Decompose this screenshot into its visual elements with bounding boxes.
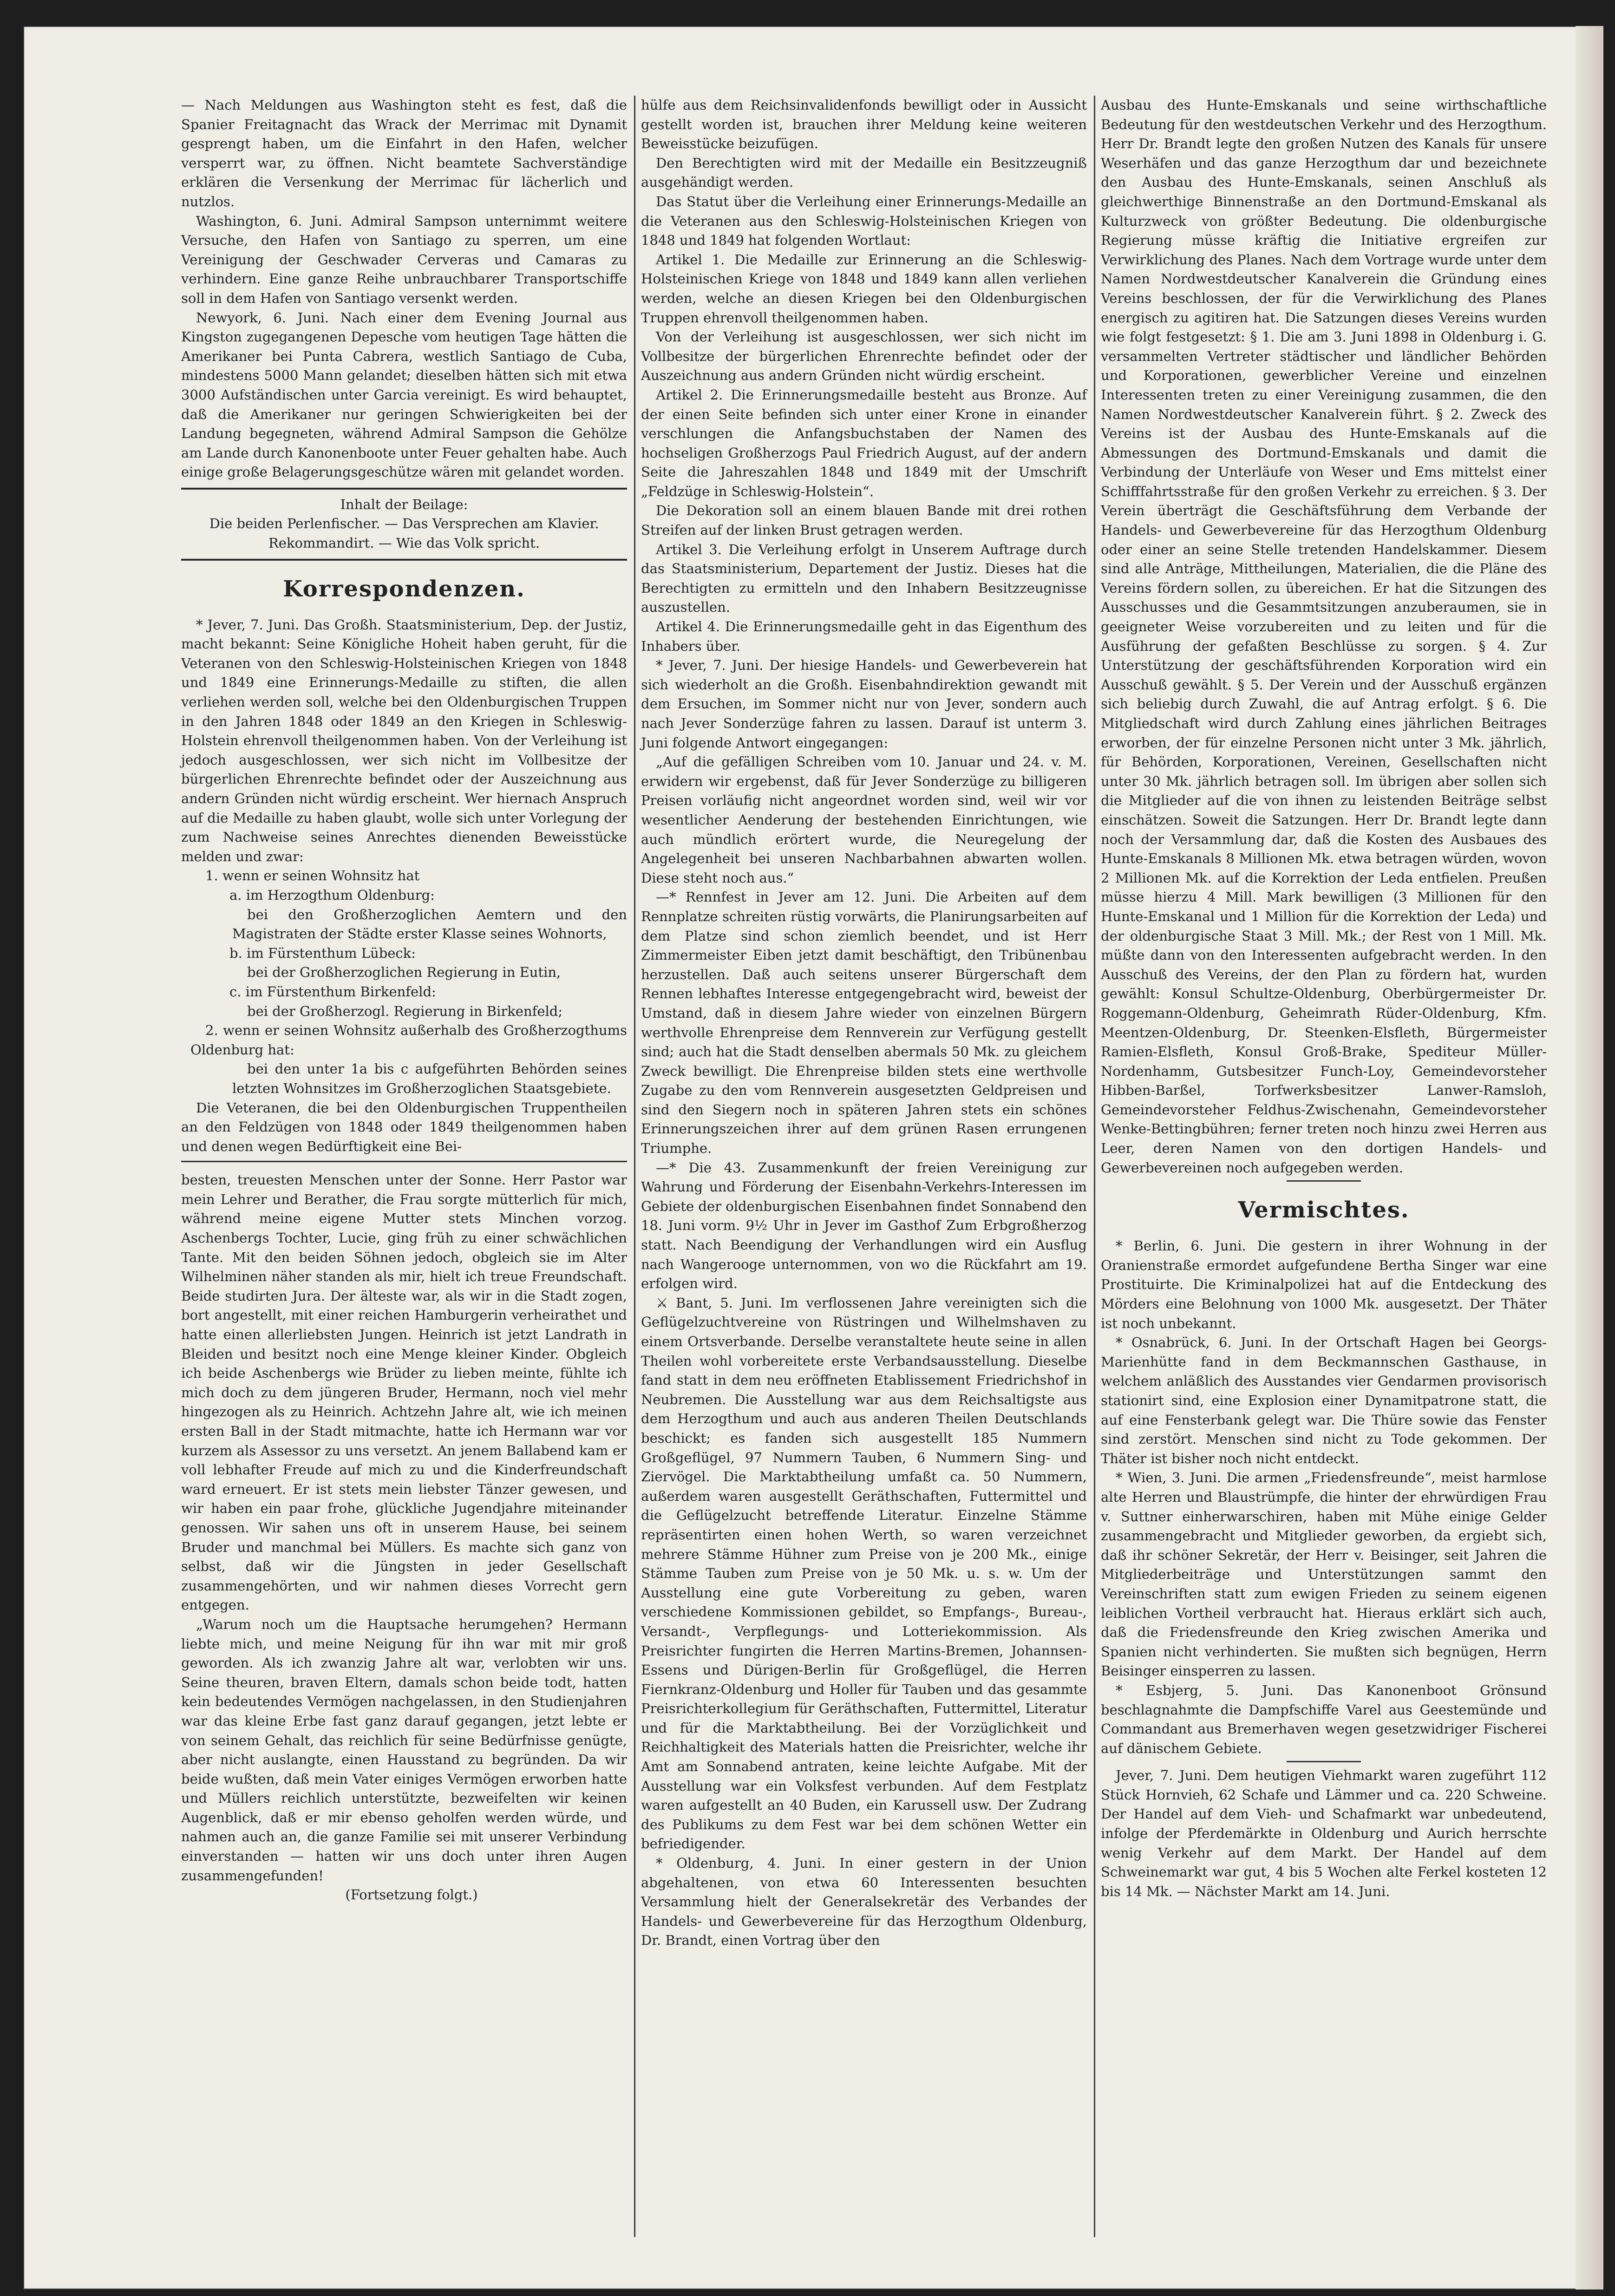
article-paragraph: Die Dekoration soll an einem blauen Bande mit drei rothen Streifen auf der linken Brust getragen werden. [641,503,1087,538]
article-paragraph: hülfe aus dem Reichsinvalidenfonds bewilligt oder in Aussicht gestellt worden ist, brauchen ihrer Meldung keine weiteren Beweisstücke beizufügen. [641,97,1087,152]
short-rule [1287,1180,1361,1182]
novel-paragraph: besten, treuesten Menschen unter der Sonne. Herr Pastor war mein Lehrer und Berather, die Frau sorgte mütterlich für mich, während meine eigene Mutter stets Minchen vorzog. Aschenbergs Tochter, Lucie, ging früh zu einer schwächlichen Tante. Mit den beiden Söhnen jedoch, obgleich sie im Alter Wilhelminen näher standen als mir, hielt ich treue Freundschaft. Beide studirten Jura. Der älteste war, als wir in die Stadt zogen, bort angestellt, mit einer reichen Hamburgerin verheirathet und hatte einen allerliebsten Jungen. Heinrich ist jetzt Landrath in Bleiden und besitzt noch eine Menge kleiner Kinder. Obgleich ich beide Aschenbergs wie Brüder zu lieben meinte, fühlte ich mich doch zu dem jüngeren Bruder, Hermann, noch viel mehr hingezogen als zu Heinrich. Achtzehn Jahre alt, wie ich meinen ersten Ball in der Stadt mitmachte, hatte ich Hermann war vor kurzem als Assessor zu uns versetzt. An jenem Ballabend kam er voll lebhafter Freude auf mich zu und die Kinderfreundschaft ward erneuert. Er ist stets mein liebster Tänzer gewesen, und wir haben ein paar frohe, glückliche Jugendjahre miteinander genossen. Wir sahen uns oft in unserem Hause, bei seinem Bruder und manchmal bei Müllers. Es machte sich ganz von selbst, daß wir die Jüngsten in jeder Gesellschaft zusammengehörten, und wir nahmen dieses Vorrecht gern entgegen. [181,1172,627,1613]
article-paragraph: ⚔ Bant, 5. Juni. Im verflossenen Jahre vereinigten sich die Geflügelzuchtvereine von Rüstringen und Wilhelmshaven zu einem Ortsverbande. Derselbe veranstaltete heute seine in allen Theilen wohl vorbereitete erste Verbandsausstellung. Dieselbe fand statt in dem neu eröffneten Etablissement Friedrichshof in Neubremen. Die Ausstellung war aus dem Reichsaltigste aus dem Herzogthum und auch aus anderen Theilen Deutschlands beschickt; es fanden sich ausgestellt 185 Nummern Großgeflügel, 97 Nummern Tauben, 6 Nummern Sing- und Ziervögel. Die Marktabtheilung umfaßt ca. 50 Nummern, außerdem waren ausgestellt Geräthschaften, Futtermittel und die Geflügelzucht betreffende Literatur. Einzelne Stämme repräsentirten einen hohen Werth, so waren verzeichnet mehrere Stämme Hühner zum Preise von je 200 Mk., einige Stämme Tauben zum Preise von je 50 Mk. u. s. w. Um der Ausstellung eine gute Vorbereitung zu geben, waren verschiedene Kommissionen gebildet, so Empfangs-, Bureau-, Versandt-, Verpflegungs- und Lotteriekommission. Als Preisrichter fungirten die Herren Martins-Bremen, Johannsen-Essens und Dürigen-Berlin für Großgeflügel, die Herren Fiernkranz-Oldenburg und Holler für Tauben und das gesammte Preisrichterkollegium für Geräthschaften, Futtermittel, Literatur und für die Marktabtheilung. Bei der Vorzüglichkeit und Reichhaltigkeit des Materials hatten die Preisrichter, welche ihr Amt am Sonnabend antraten, keine leichte Aufgabe. Mit der Ausstellung war ein Volksfest verbunden. Auf dem Festplatz waren aufgestellt an 40 Buden, ein Karussell usw. Der Zudrang des Publikums zu dem Fest war bei dem schönen Wetter ein befriedigender. [641,1295,1087,1852]
column-2 [641,96,1087,1950]
article-paragraph: Artikel 4. Die Erinnerungsmedaille geht in das Eigenthum des Inhabers über. [641,619,1087,654]
list-item: bei den Großherzoglichen Aemtern und den Magistraten der Städte erster Klasse seines Wohnorts, [232,906,627,942]
list-item: 1. wenn er seinen Wohnsitz hat [205,868,420,884]
list-item: bei der Großherzoglichen Regierung in Eutin, [247,964,561,981]
separator-rule [181,488,627,490]
article-paragraph: Artikel 1. Die Medaille zur Erinnerung an die Schleswig-Holsteinischen Kriege von 1848 und 1849 kann allen verliehen werden, welche an diesen Kriegen bei den Oldenburgischen Truppen ehrenvoll theilgenommen haben. [641,251,1087,326]
market-report: Jever, 7. Juni. Dem heutigen Viehmarkt waren zugeführt 112 Stück Hornvieh, 62 Schafe und Lämmer und ca. 220 Schweine. Der Handel auf dem Vieh- und Schafmarkt war unbedeutend, infolge der Pferdemärkte in Oldenburg und Aurich herrschte wenig Verkehr auf dem Markt. Der Handel auf dem Schweinemarkt war gut, 4 bis 5 Wochen alte Ferkel kosteten 12 bis 14 Mk. — Nächster Markt am 14. Juni. [1101,1767,1547,1899]
list-item: a. im Herzogthum Oldenburg: [229,887,435,903]
supplement-title: Inhalt der Beilage: [340,496,468,512]
article-paragraph: —* Die 43. Zusammenkunft der freien Vereinigung zur Wahrung und Förderung der Eisenbahn-Verkehrs-Interessen im Gebiete der oldenburgischen Eisenbahnen findet Sonnabend den 18. Juni vorm. 9½ Uhr in Jever im Gasthof Zum Erbgroßherzog statt. Nach Beendigung der Verhandlungen wird ein Ausflug nach Wangerooge unternommen, von wo die Rückfahrt am 19. erfolgen wird. [641,1159,1087,1292]
article-paragraph: * Jever, 7. Juni. Das Großh. Staatsministerium, Dep. der Justiz, macht bekannt: Seine Königliche Hoheit haben geruht, für die Veteranen von den Schleswig-Holsteinischen Kriegen von 1848 und 1849 eine Erinnerungs-Medaille zu stiften, die allen verliehen werden soll, welche bei den Oldenburgischen Truppen in den Jahren 1848 oder 1849 an den Kriegen in Schleswig-Holstein ehrenvoll theilgenommen haben. Von der Verleihung ist jedoch ausgeschlossen, wer sich nicht im Vollbesitze der bürgerlichen Ehrenrechte befindet oder der Auszeichnung aus andern Gründen nicht würdig erscheint. Wer hiernach Anspruch auf die Medaille zu haben glaubt, wolle sich unter Vorlegung der zum Nachweise seines Anrechtes dienenden Beweisstücke melden und zwar: [181,616,627,864]
article-paragraph: * Berlin, 6. Juni. Die gestern in ihrer Wohnung in der Oranienstraße ermordet aufgefundene Bertha Singer war eine Prostituirte. Die Kriminalpolizei hat auf die Entdeckung des Mörders eine Belohnung von 1000 Mk. ausgesetzt. Der Thäter ist noch unbekannt. [1101,1238,1547,1331]
feuilleton-rule [181,1161,627,1162]
list-item: c. im Fürstenthum Birkenfeld: [229,983,436,1000]
article-paragraph: Ausbau des Hunte-Emskanals und seine wirthschaftliche Bedeutung für den westdeutschen Verkehr und des Herzogthum. Herr Dr. Brandt legte den großen Nutzen des Kanals für unsere Weserhäfen und das ganze Herzogthum dar und bezeichnete den Ausbau des Hunte-Emskanals, seinen Anschluß als gleichwerthige Binnenstraße an den Dortmund-Emskanal als Kulturzweck von größter Bedeutung. Die oldenburgische Regierung müsse kräftig die Initiative ergreifen zur Verwirklichung des Planes. Nach dem Vortrage wurde unter dem Namen Nordwestdeutscher Kanalverein die Gründung eines Vereins beschlossen, der für die Verwirklichung des Planes energisch zu agitiren hat. Die Satzungen dieses Vereins wurden wie folgt festgesetzt: § 1. Die am 3. Juni 1898 in Oldenburg i. G. versammelten Vertreter städtischer und ländlicher Behörden und Korporationen, gewerblicher Vereine und einzelnen Interessenten treten zu einer Vereinigung zusammen, die den Namen Nordwestdeutscher Kanalverein führt. § 2. Zweck des Vereins ist der Ausbau des Hunte-Emskanals auf die Abmessungen des Dortmund-Emskanals und damit die Verbindung der Unterläufe von Weser und Ems mittelst einer Schifffahrtsstraße für den großen Verkehr zu erreichen. § 3. Der Verein überträgt die Geschäftsführung dem Verbande der Handels- und Gewerbevereine für das Herzogthum Oldenburg oder einer an seine Stelle tretenden Handelskammer. Diesem sind alle Anträge, Mittheilungen, Materialien, die die Pläne des Vereins fördern sollen, zu übereichen. Er hat die Sitzungen des Ausschusses und die Gesammtsitzungen anzuberaumen, sie in geeigneter Weise vorzubereiten und zu leiten und für die Ausführung der gefaßten Beschlüsse zu sorgen. § 4. Zur Unterstützung der geschäftsführenden Korporation wird ein Ausschuß gewählt. § 5. Der Verein und der Ausschuß ergänzen sich beliebig durch Zuwahl, die auf Antrag erfolgt. § 6. Die Mitgliedschaft wird durch Zahlung eines jährlichen Beitrages erworben, der für einzelne Personen nicht unter 3 Mk. jährlich, für Behörden, Korporationen, Vereinen, Gesellschaften nicht unter 30 Mk. jährlich betragen soll. Im übrigen aber sollen sich die Mitglieder auf die von ihnen zu leistenden Beiträge selbst einschätzen. Soweit die Satzungen. Herr Dr. Brandt legte dann noch der Versammlung dar, daß die Kosten des Ausbaues des Hunte-Emskanals 8 Millionen Mk. etwa betragen würden, wovon 2 Millionen Mk. auf die Korrektion der Leda entfielen. Preußen müsse hierzu 4 Mill. Mark bewilligen (3 Millionen für den Hunte-Emskanal und 1 Million für die Korrektion der Leda) und der oldenburgische Staat 3 Mill. Mk.; der Rest von 1 Mill. Mk. müßte dann von den Interessenten aufgebracht werden. In den Ausschuß des Vereins, der den Plan zu fördern hat, wurden gewählt: Konsul Schultze-Oldenburg, Oberbürgermeister Dr. Roggemann-Oldenburg, Geheimrath Rüder-Oldenburg, Kfm. Meentzen-Oldenburg, Dr. Steenken-Elsfleth, Bürgermeister Ramien-Elsfleth, Konsul Groß-Brake, Spediteur Müller-Nordenhamm, Gutsbesitzer Funch-Loy, Gemeindevorsteher Hibben-Barßel, Torfwerksbesitzer Lanwer-Ramsloh, Gemeindevorsteher Feldhus-Zwischenahn, Gemeindevorsteher Wenke-Bettingbühren; ferner treten noch hinzu zwei Herren aus Leer, deren Namen von den dortigen Handels- und Gewerbevereinen noch aufgegeben werden. [1101,97,1547,1176]
article-paragraph: Das Statut über die Verleihung einer Erinnerungs-Medaille an die Veteranen aus den Schleswig-Holsteinischen Kriegen von 1848 und 1849 hat folgenden Wortlaut: [641,193,1087,249]
list-item: b. im Fürstenthum Lübeck: [229,945,416,961]
article-paragraph: * Oldenburg, 4. Juni. In einer gestern in der Union abgehaltenen, von etwa 60 Interessenten besuchten Versammlung hielt der Generalsekretär des Verbandes der Handels- und Gewerbevereine für das Herzogthum Oldenburg, Dr. Brandt, einen Vortrag über den [641,1855,1087,1949]
column-rule [634,96,635,2237]
article-paragraph: —* Rennfest in Jever am 12. Juni. Die Arbeiten auf dem Rennplatze schreiten rüstig vorwärts, die Planirungsarbeiten auf dem Platze sind schon ziemlich beendet, und ist Herr Zimmermeister Eiben jetzt damit beschäftigt, den Tribünenbau herzustellen. Daß auch seitens unserer Bürgerschaft dem Rennen lebhaftes Interesse entgegengebracht wird, beweist der Umstand, daß in diesem Jahre wieder von einzelnen Bürgern werthvolle Ehrenpreise dem Rennverein zur Verfügung gestellt sind; auch hat die Stadt denselben abermals 50 Mk. zu gleichem Zweck bewilligt. Die Ehrenpreise bilden stets eine werthvolle Zugabe zu den vom Rennverein ausgesetzten Geldpreisen und sind den Siegern noch in späteren Jahren stets ein schönes Erinnerungszeichen ihrer auf dem grünen Rasen errungenen Triumphe. [641,889,1087,1157]
column-3 [1101,96,1547,1901]
article-paragraph: Die Veteranen, die bei den Oldenburgischen Truppentheilen an den Feldzügen von 1848 oder 1849 theilgenommen haben und denen wegen Bedürftigkeit eine Bei- [181,1099,627,1154]
article-paragraph: * Wien, 3. Juni. Die armen „Friedensfreunde“, meist harmlose alte Herren und Blaustrümpfe, die hinter der ehrwürdigen Frau v. Suttner einherwarschiren, haben mit Mühe einige Gelder zusammengebracht und Mitglieder geworben, da ergiebt sich, daß ihr schöner Sekretär, der Herr v. Beisinger, seit Jahren die Mitgliederbeiträge und Unterstützungen sammt den Vereinschriften statt zum ewigen Frieden zu seinem eigenen leiblichen Vortheil verbraucht hat. Hieraus erklärt sich auch, daß die Friedensfreunde den Krieg zwischen Amerika und Spanien nicht verhinderten. Sie mußten sich begnügen, Herrn Beisinger einsperren zu lassen. [1101,1470,1547,1679]
article-paragraph: — Nach Meldungen aus Washington steht es fest, daß die Spanier Freitagnacht das Wrack der Merrimac mit Dynamit gesprengt haben, um die Einfahrt in den Hafen, welcher versperrt war, zu öffnen. Nicht beamtete Sachverständige erklären die Versenkung der Merrimac für lächerlich und nutzlos. [181,97,627,209]
article-paragraph: Den Berechtigten wird mit der Medaille ein Besitzzeugniß ausgehändigt werden. [641,155,1087,190]
article-paragraph: * Jever, 7. Juni. Der hiesige Handels- und Gewerbeverein hat sich wiederholt an die Großh. Eisenbahndirektion gewandt mit dem Ersuchen, im Sommer nicht nur von Jever, sondern auch nach Jever Sonderzüge fahren zu lassen. Darauf ist unterm 3. Juni folgende Antwort eingegangen: [641,657,1087,751]
section-title-korrespondenzen: Korrespondenzen. [283,576,525,602]
article-paragraph: Newyork, 6. Juni. Nach einer dem Evening Journal aus Kingston zugegangenen Depesche vom heutigen Tage hätten die Amerikaner bei Punta Cabrera, westlich Santiago de Cuba, mindestens 5000 Mann gelandet; dieselben hätten sich mit etwa 3000 Aufständischen unter Garcia vereinigt. Es wird behauptet, daß die Amerikaner nur geringen Schwierigkeiten bei der Landung begegneten, während Admiral Sampson die Gehölze am Lande durch Kanonenboote unter Feuer gehalten habe. Auch einige große Belagerungsgeschütze wären mit gelandet worden. [181,309,627,480]
short-rule [1287,1761,1361,1762]
article-paragraph: Artikel 3. Die Verleihung erfolgt in Unserem Auftrage durch das Staatsministerium, Departement der Justiz. Dieses hat die Berechtigten zu ermitteln und den Inhabern Besitzzeugnisse auszustellen. [641,541,1087,615]
novel-paragraph: „Warum noch um die Hauptsache herumgehen? Hermann liebte mich, und meine Neigung für ihn war mit mir groß geworden. Als ich zwanzig Jahre alt war, verlobten wir uns. Seine theuren, braven Eltern, damals schon beide todt, hatten kein bedeutendes Vermögen nachgelassen, in den Studienjahren war das kleine Erbe fast ganz darauf gegangen, jetzt lebte er von seinem Gehalt, das reichlich für seine Bedürfnisse genügte, aber nicht auslangte, einen Hausstand zu begründen. Da wir beide wußten, daß mein Vater einiges Vermögen erworben hatte und Müllers reichlich unterstützte, bezweifelten wir keinen Augenblick, daß er mir ebenso geholfen werden würde, und nahmen auch an, die ganze Familie sei mit unserer Verbindung einverstanden — hatten wir uns doch unter ihren Augen zusammengefunden! [181,1616,627,1884]
continuation-note: (Fortsetzung folgt.) [345,1887,478,1903]
article-paragraph: Washington, 6. Juni. Admiral Sampson unternimmt weitere Versuche, den Hafen von Santiago zu sperren, um eine Vereinigung der Geschwader Cerveras und Camaras zu verhindern. Eine ganze Reihe unbrauchbarer Transportschiffe soll in dem Hafen von Santiago versenkt werden. [181,213,627,306]
article-paragraph: * Esbjerg, 5. Juni. Das Kanonenboot Grönsund beschlagnahmte die Dampfschiffe Varel aus Geestemünde und Commandant aus Bremerhaven wegen gesetzwidriger Fischerei auf dänischem Gebiete. [1101,1682,1547,1756]
newspaper-page [23,26,1603,2289]
column-rule [1094,96,1095,2237]
list-item: 2. wenn er seinen Wohnsitz außerhalb des Großherzogthums Oldenburg hat: [190,1022,627,1058]
list-item: bei den unter 1a bis c aufgeführten Behörden seines letzten Wohnsitzes im Großherzoglichen Staatsgebiete. [232,1061,627,1096]
page-edge [1576,26,1603,2289]
separator-rule [181,559,627,561]
article-paragraph: Von der Verleihung ist ausgeschlossen, wer sich nicht im Vollbesitze der bürgerlichen Ehrenrechte befindet oder der Auszeichnung aus andern Gründen nicht würdig erscheint. [641,329,1087,384]
article-paragraph: „Auf die gefälligen Schreiben vom 10. Januar und 24. v. M. erwidern wir ergebenst, daß für Jever Sonderzüge zu billigeren Preisen vorläufig nicht angeordnet worden sind, weil wir vor wesentlicher Aenderung der bestehenden Einrichtungen, wie auch mündlich erörtert wurde, die Neuregelung der Angelegenheit bei unseren Nachbarbahnen abwarten wollen. Diese steht noch aus.“ [641,754,1087,886]
section-title-vermischtes: Vermischtes. [1238,1197,1410,1223]
article-paragraph: Artikel 2. Die Erinnerungsmedaille besteht aus Bronze. Auf der einen Seite befinden sich unter einer Krone in einander verschlungen die Anfangsbuchstaben der Namen des hochseligen Großherzogs Paul Friedrich August, auf der andern Seite die Jahreszahlen 1848 und 1849 mit der Umschrift „Feldzüge in Schleswig-Holstein“. [641,386,1087,499]
column-1 [181,96,627,1905]
article-paragraph: * Osnabrück, 6. Juni. In der Ortschaft Hagen bei Georgs-Marienhütte fand in dem Beckmannschen Gasthause, in welchem anläßlich des Ausstandes vier Gendarmen provisorisch stationirt sind, eine Explosion einer Dynamitpatrone statt, die auf eine Fensterbank gelegt war. Die Thüre sowie das Fenster sind zerstört. Menschen sind nicht zu Tode gekommen. Der Thäter ist bisher noch nicht entdeckt. [1101,1334,1547,1466]
supplement-contents: Die beiden Perlenfischer. — Das Versprechen am Klavier. Rekommandirt. — Wie das Volk spricht. [209,516,599,551]
list-item: bei der Großherzogl. Regierung in Birkenfeld; [247,1003,563,1019]
